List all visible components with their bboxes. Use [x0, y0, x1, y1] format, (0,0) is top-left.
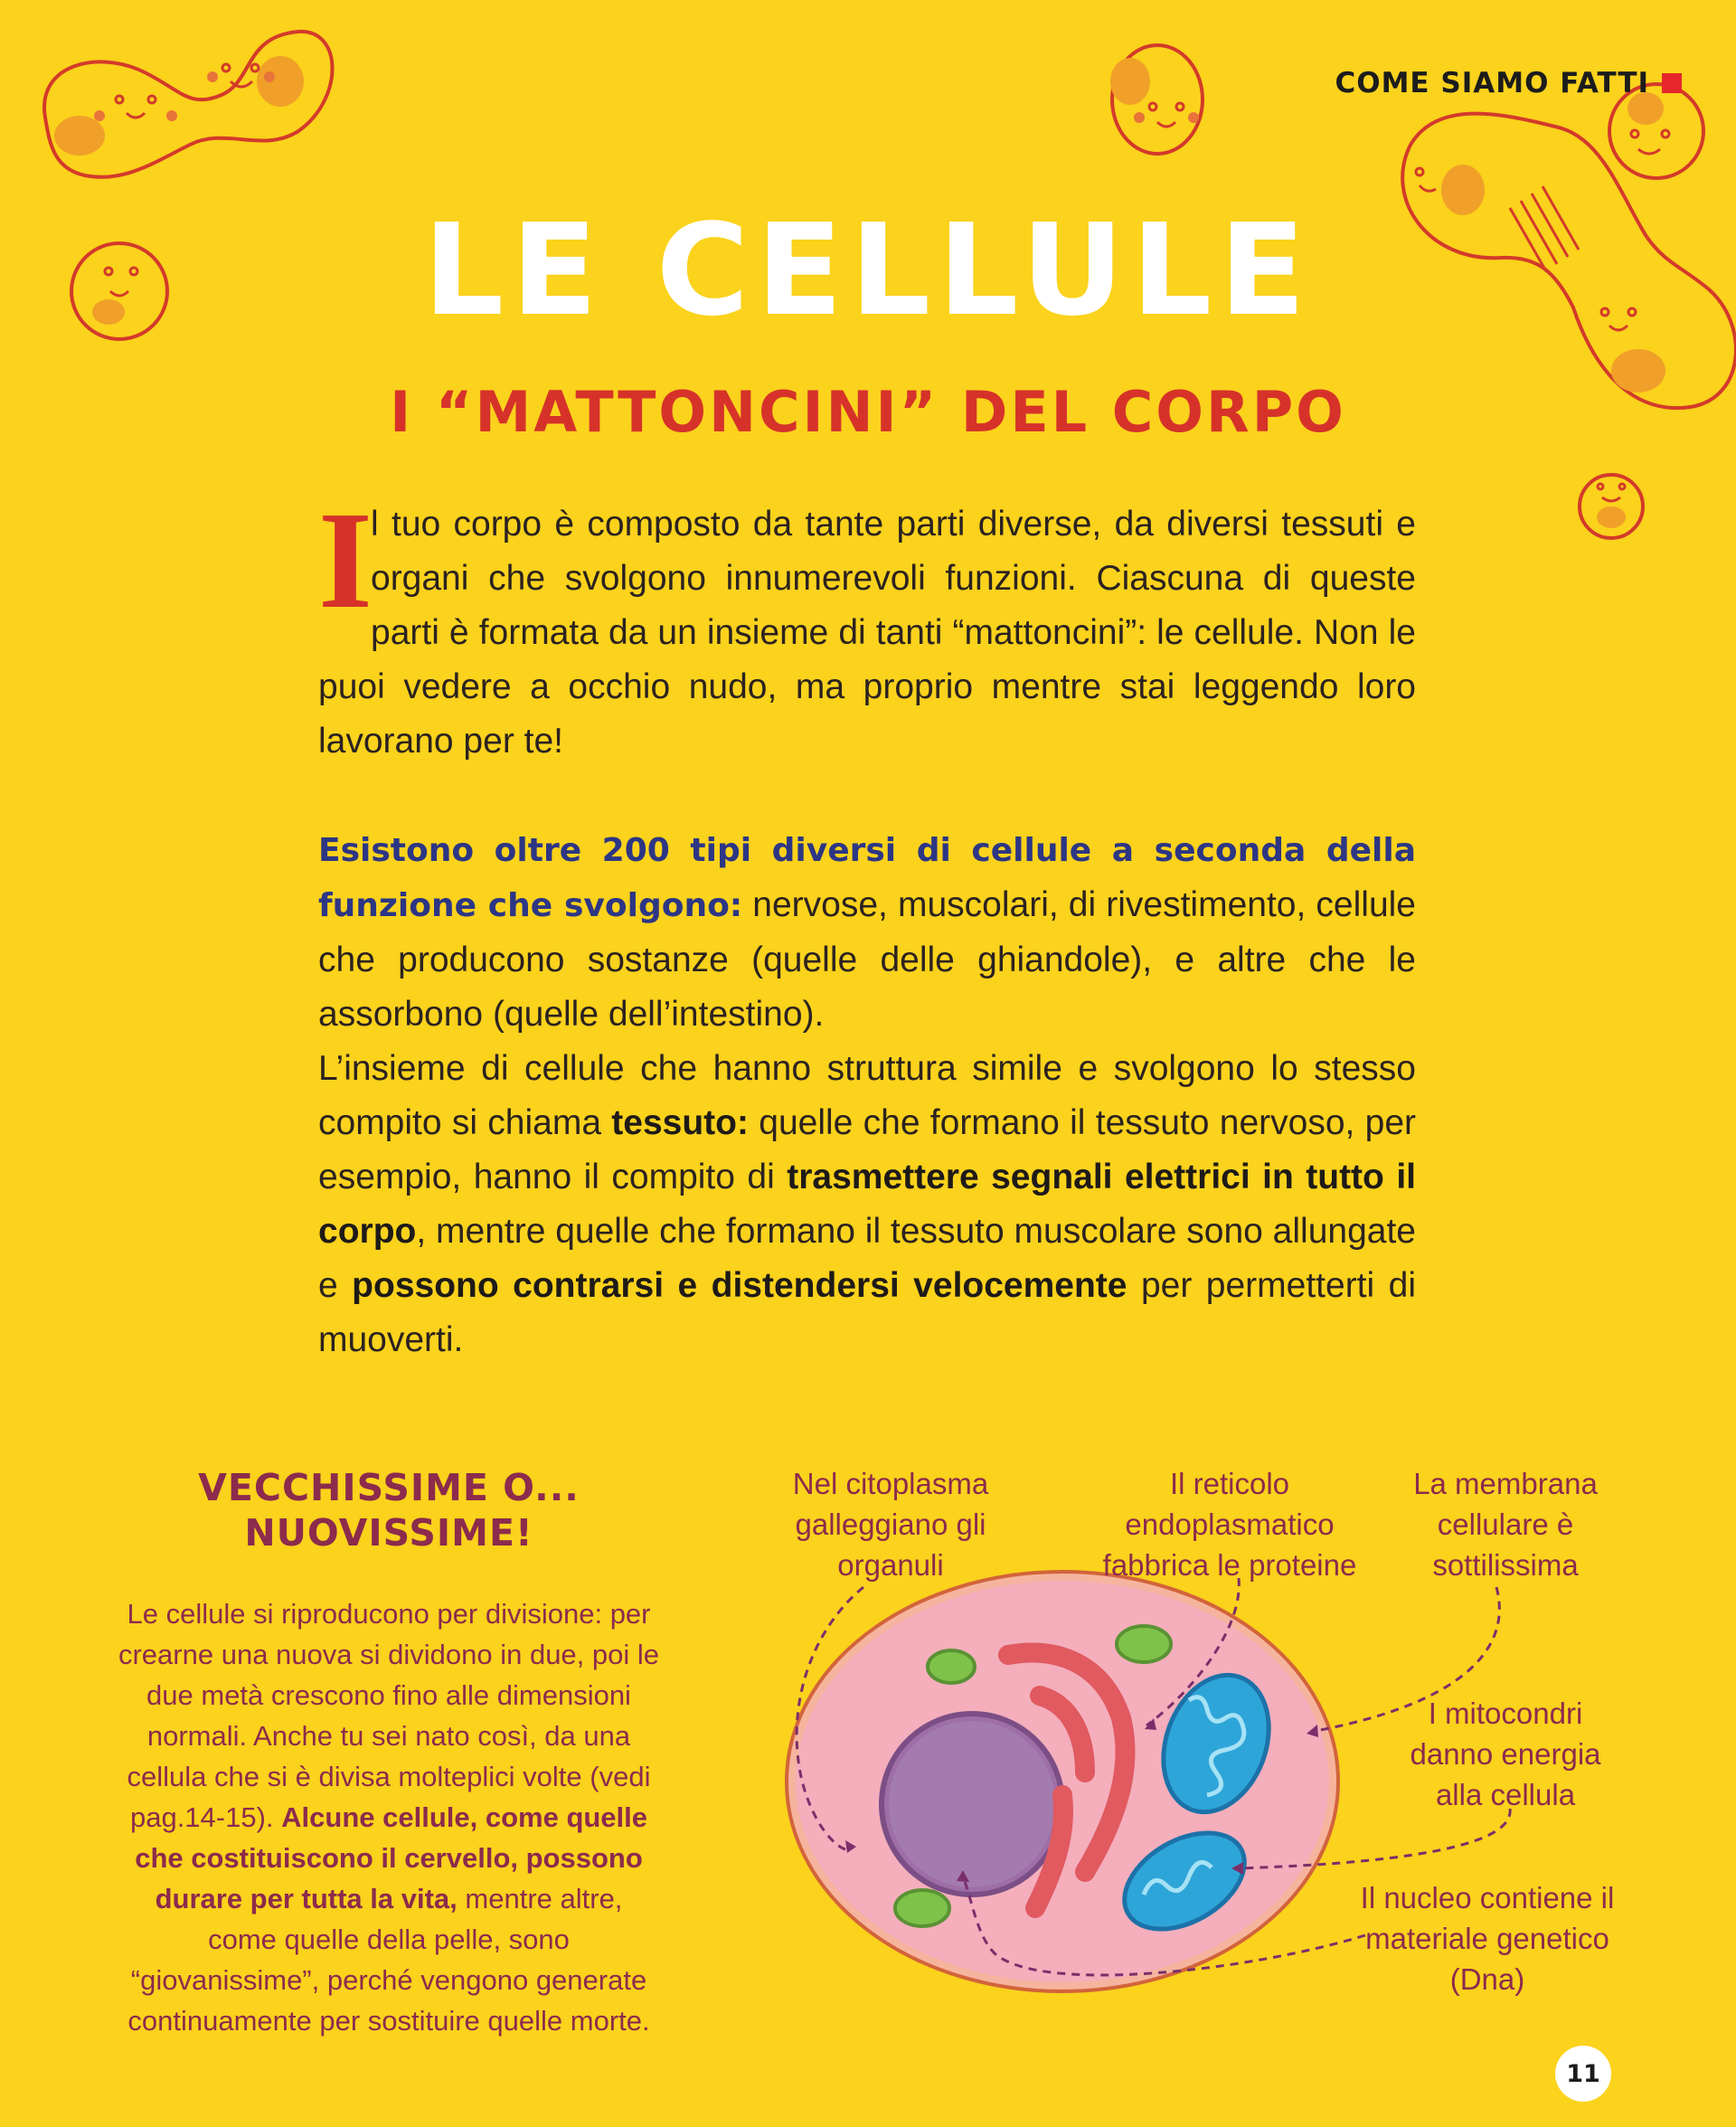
red-square-icon	[1662, 73, 1682, 93]
body-text-span: L’insieme di cellule che hanno struttura simile e svolgono lo stesso compito si chiama	[318, 1049, 1416, 1142]
section-label-text: COME SIAMO FATTI	[1335, 67, 1649, 99]
bold-term: tessuto:	[611, 1103, 749, 1142]
section-label	[1335, 67, 1682, 99]
organelle	[1117, 1626, 1171, 1662]
label-membrane	[1392, 1463, 1618, 1585]
label-line: (Dna)	[1449, 1962, 1525, 1996]
highlight-text: Esistono oltre 200 tipi diversi di cellule a seconda della funzione che svolgono:	[318, 832, 1416, 924]
body-paragraph-2	[318, 1042, 1416, 1367]
label-mitochondria	[1392, 1693, 1618, 1815]
body-text-span: per permetterti di muoverti.	[318, 1266, 1417, 1359]
label-line: alla cellula	[1435, 1778, 1576, 1811]
body-text-span: , mentre quelle che formano il tessuto muscolare sono allungate e	[318, 1212, 1416, 1305]
intro-paragraph	[318, 484, 1416, 769]
sidebar-title-line: VECCHISSIME O...	[198, 1466, 580, 1509]
label-line: sottilissima	[1432, 1548, 1579, 1582]
label-line: organuli	[837, 1548, 944, 1582]
sidebar-bold-text: Alcune cellule, come quelle che costituiscono il cervello, possono durare per tutta la vita,	[135, 1801, 648, 1914]
label-line: endoplasmatico	[1125, 1508, 1335, 1541]
label-reticulum	[1085, 1463, 1374, 1585]
label-line: Il reticolo	[1169, 1467, 1290, 1500]
body-paragraph-1	[318, 823, 1416, 1042]
sidebar-text-span: mentre altre, come quelle della pelle, sono “giovanissime”, perché vengono generate continuamente per sostituire quelle morte.	[127, 1883, 650, 2037]
label-line: cellulare è	[1437, 1508, 1574, 1541]
body-text-span: quelle che formano il tessuto nervoso, per esempio, hanno il compito di	[318, 1103, 1417, 1196]
label-nucleus	[1338, 1877, 1637, 1999]
label-line: I mitocondri	[1428, 1697, 1583, 1730]
label-line: galleggiano gli	[795, 1508, 986, 1541]
page-title: LE CELLULE	[423, 197, 1313, 345]
label-line: Il nucleo contiene il	[1360, 1881, 1615, 1914]
sidebar-title-line: NUOVISSIME!	[244, 1511, 533, 1555]
label-line: danno energia	[1410, 1737, 1601, 1771]
body-text-span: nervose, muscolari, di rivestimento, cellule che producono sostanze (quelle delle ghiandole), e altre che le assorbono (quelle dell’intestino).	[318, 885, 1416, 1034]
organelle	[895, 1890, 949, 1926]
bold-term: trasmettere segnali elettrici in tutto il corpo	[318, 1158, 1416, 1251]
sidebar-text	[118, 1593, 660, 2041]
page-subtitle: I “MATTONCINI” DEL CORPO	[390, 379, 1346, 445]
sidebar-title	[136, 1465, 642, 1555]
label-line: La membrana	[1413, 1467, 1598, 1500]
organelle	[928, 1650, 975, 1683]
sidebar-text-span: Le cellule si riproducono per divisione: per crearne una nuova si dividono in due, poi le due metà crescono fino alle dimensioni normali. Anche tu sei nato così, da una cellula che si è divisa molteplici volte (vedi pag.14-15).	[118, 1598, 660, 1833]
label-line: fabbrica le proteine	[1102, 1548, 1357, 1582]
bold-term: possono contrarsi e distendersi velocemente	[352, 1266, 1127, 1305]
drop-cap: I	[318, 484, 373, 638]
label-line: Nel citoplasma	[792, 1467, 989, 1500]
label-line: materiale genetico	[1365, 1922, 1609, 1955]
intro-text: l tuo corpo è composto da tante parti diverse, da diversi tessuti e organi che svolgono innumerevoli funzioni. Ciascuna di queste parti è formata da un insieme di tanti “mattoncini”: le cellule. Non le puoi vedere a occhio nudo, ma proprio mentre stai leggendo loro lavorano per te!	[318, 505, 1416, 761]
body-text	[318, 823, 1416, 1367]
label-cytoplasm	[769, 1463, 1013, 1585]
page-number: 11	[1555, 2046, 1611, 2102]
